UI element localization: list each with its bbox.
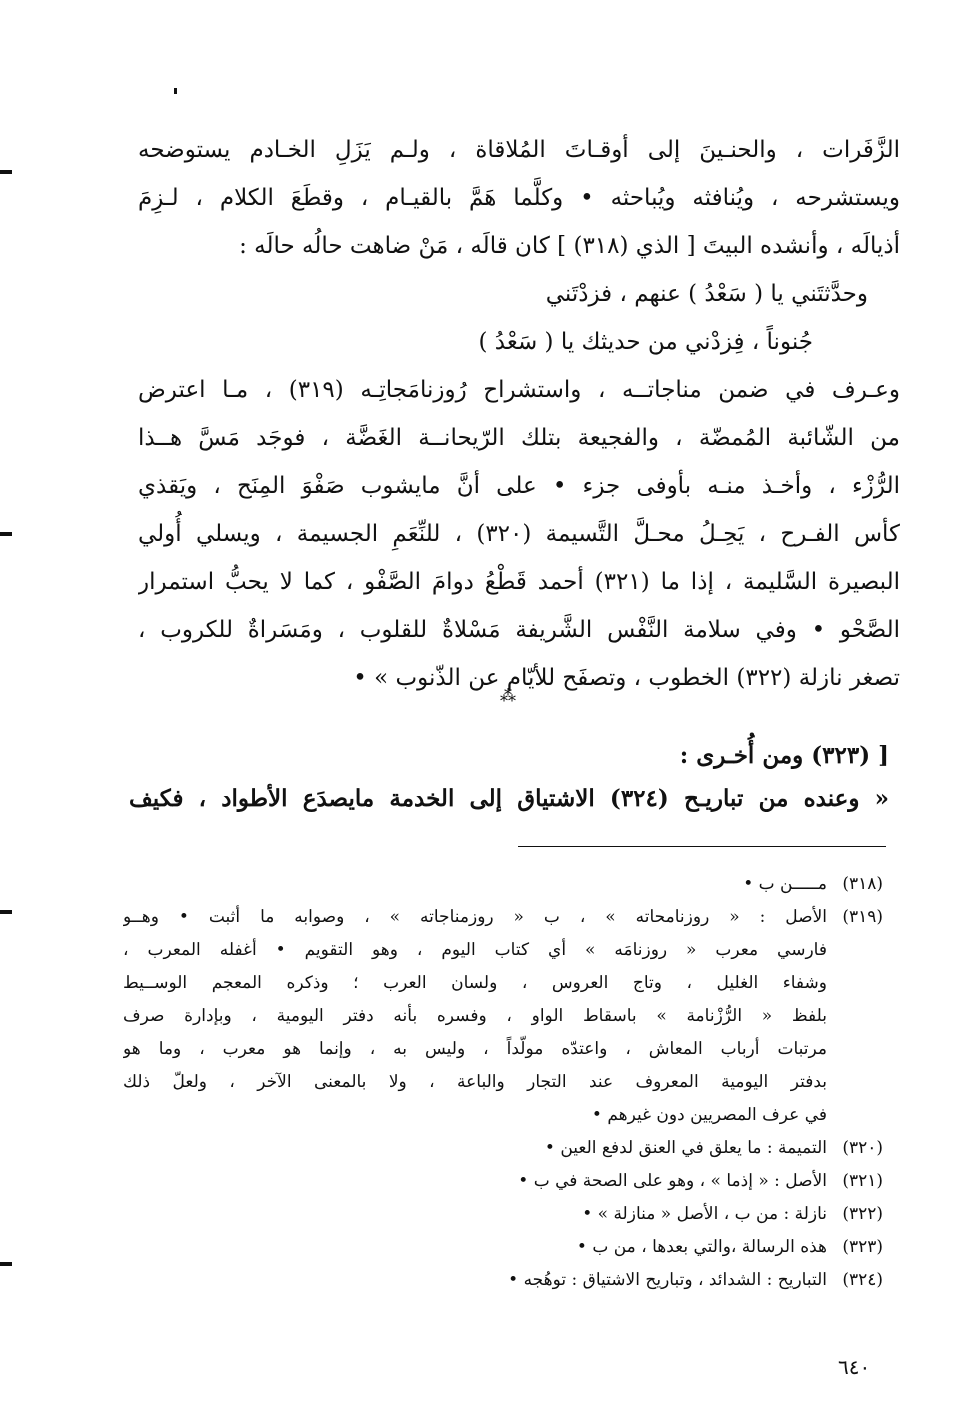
body-line: ويستشرحه ، ويُنافثه ويُباحثه • وكلَّما هَمَّ بالقيـام ، وقطَعَ الكلام ، لـزِمَ [138,185,900,211]
body-text-top [138,126,900,270]
footnote-line: في عرف المصريين دون غيرهم • [591,1105,827,1125]
footnote [123,901,883,1132]
footnote-line: وشفاء الغليل ، وتاج العروس ، ولسان العرب ؛ وذكره المعجم الوســيط [123,973,827,993]
margin-tick [0,532,12,536]
stray-mark [174,88,177,94]
body-line: الزَّفَرات ، والحنـينَ إلى أوقـاتَ المُلاقاة ، ولـم يَزَلِ الخـادم يستوضحه [138,137,900,163]
body-line-bold: « وعنده من تباريـح (٣٢٤) الاشتياق إلى الخدمة مايصدَع الأطواد ، فكيف [129,785,890,812]
margin-tick [0,910,12,914]
footnote-line: نازلة : من ب ، الأصل « منازلة » • [582,1204,827,1224]
footnote-number: (٣٢٣) [842,1237,883,1257]
footnote-line: الأصل : « روزنامحاته » ، ب « روزمناجاته » ، وصوابه ما أثبت • وهــو [123,907,827,927]
body-line: الصَّحْو • وفي سلامة النَّفْس الشَّريفة مَسْلاةٌ للقلوب ، ومَسَراةٌ للكروب ، [138,617,900,643]
footnote-rule [518,846,886,847]
footnote-line: التباريح : الشدائد ، وتباريح الاشتياق : توهُجه • [508,1270,827,1290]
body-paragraph [138,366,900,705]
body-line: أذيالَه ، وأنشده البيتَ [ الذي (٣١٨) ] كان قالَه ، مَنْ ضاهت حالُه حالَه : [239,233,900,259]
footnote-number: (٣٢٤) [842,1270,883,1290]
verse-hemistich-2: جُنوناً ، فِزدْني من حديثك يا ( سَعْدُ ) [478,329,813,355]
verse-hemistich-1: وحدَّثتَني يا ( سَعْدُ ) عنهم ، فزدْتَني [545,281,868,307]
footnote-number: (٣١٩) [842,907,883,927]
section-separator-stars: ⁂ [500,686,514,705]
footnote-line: بلفظ « الرُّزْنامة » باسقاط الواو ، وفسره بأنه دفتر اليومية ، وبإدارة صرف [123,1006,827,1026]
margin-tick [0,1262,12,1266]
footnote-line: فارسي معرب « روزنامَه » أي كتاب اليوم ، وهو التقويم • أغفله المعرب ، [123,940,827,960]
footnote-line: مـــــن ب • [743,874,827,894]
body-line: الرُّزْء ، وأخـذ منـه بأوفى جزء • على أنَّ مايشوب صَفْوَ المِنَح ، ويَقذي [138,473,900,499]
margin-tick [0,170,12,174]
body-line: من الشّائبة المُمضّة ، والفجيعة بتلك الرّيحانــة الغَضَّة ، فوجَد مَسَّ هــذا [138,425,900,451]
body-line: كأس الفـرح ، يَحِـلُ محـلَّ التَّسيمة (٣٢٠) ، للنِّعَمِ الجسيمة ، ويسلي أُولي [138,521,900,547]
footnote [123,1165,883,1198]
footnote-line: بدفتر اليومية المعروف عند التجار والباعة ، ولا بالمعنى الآخر ، ولعلّ ذلك [123,1072,827,1092]
body-line: البصيرة السَّليمة ، إذا ما (٣٢١) أحمد قَطْعُ دوامَ الصَّفْو ، كما لا يحبُّ استمرار [138,569,900,595]
page-number: ٦٤٠ [838,1355,871,1379]
body-line: وعـرف في ضمن مناجاتــه ، واستشراح رُوزنامَجاتِـه (٣١٩) ، مـا اعترض [138,377,900,403]
footnote [123,868,883,901]
footnote-number: (٣٢٠) [842,1138,883,1158]
section-heading: [ (٣٢٣) ومن أُخـرى : [679,742,889,769]
footnote-number: (٣٢٢) [842,1204,883,1224]
footnotes [123,868,883,1297]
footnote-line: التميمة : ما يعلق في العنق لدفع العين • [544,1138,827,1158]
footnote [123,1198,883,1231]
footnote [123,1264,883,1297]
footnote [123,1231,883,1264]
footnote-number: (٣١٨) [842,874,883,894]
footnote-line: الأصل : « إذما » ، وهو على الصحة في ب • [518,1171,827,1191]
footnote-line: مرتبات أرباب المعاش ، واعتدّه مولّداً ، وليس به ، وإنما هو معرب ، وما هو [123,1039,827,1059]
footnote-line: هذه الرسالة ،والتي بعدها ، من ب • [576,1237,827,1257]
footnote-number: (٣٢١) [842,1171,883,1191]
body-line: تصغر نازلة (٣٢٢) الخطوب ، وتصفَح للأيّام عن الذّنوب » • [353,665,900,691]
footnote [123,1132,883,1165]
